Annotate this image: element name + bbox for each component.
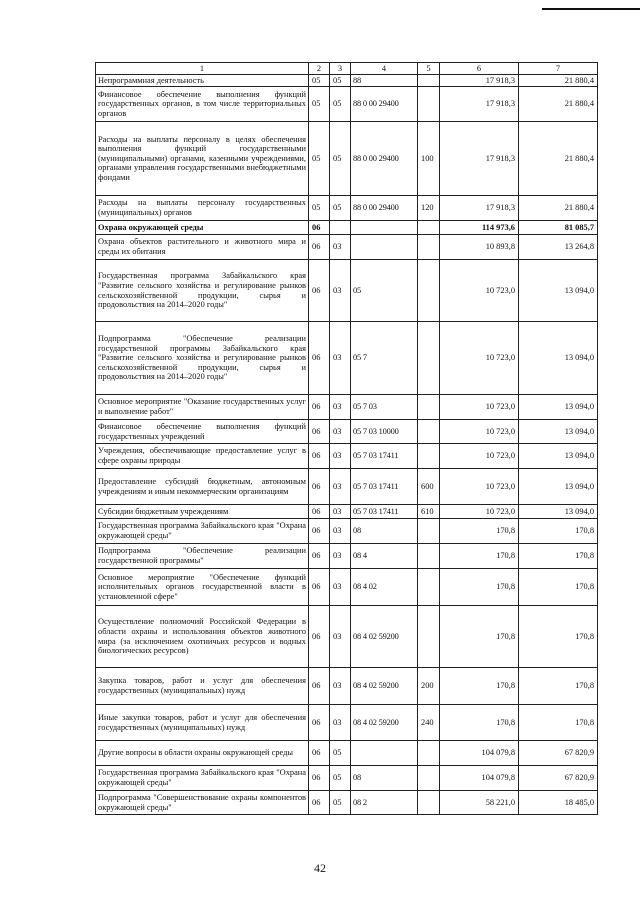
table-row — [96, 791, 598, 815]
table-row — [96, 544, 598, 569]
column-header: 5 — [418, 63, 440, 75]
line-item-name: Подпрограмма "Обеспечение реализации государственной программы Забайкальского края "Развитие сельского хозяйства и регулирование рынков сельскохозяйственной продукции, сырья и продовольствия на 2014–2020 годы" — [96, 322, 309, 395]
target-article-code: 05 7 03 — [351, 395, 418, 420]
expense-type-code — [418, 544, 440, 569]
amount-year-2: 67 820,9 — [519, 766, 598, 791]
amount-year-1: 170,8 — [440, 519, 519, 544]
target-article-code — [351, 221, 418, 235]
expense-type-code — [418, 235, 440, 260]
target-article-code: 08 — [351, 766, 418, 791]
target-article-code: 88 0 00 29400 — [351, 122, 418, 196]
subsection-code: 05 — [330, 741, 351, 766]
subsection-code: 05 — [330, 791, 351, 815]
target-article-code: 08 4 02 59200 — [351, 668, 418, 705]
subsection-code: 03 — [330, 606, 351, 668]
amount-year-1: 10 723,0 — [440, 444, 519, 469]
table-row — [96, 420, 598, 444]
subsection-code: 03 — [330, 395, 351, 420]
section-code: 05 — [309, 87, 330, 122]
expense-type-code — [418, 322, 440, 395]
amount-year-1: 170,8 — [440, 606, 519, 668]
subsection-code: 03 — [330, 519, 351, 544]
section-code: 06 — [309, 544, 330, 569]
subsection-code: 03 — [330, 668, 351, 705]
amount-year-2: 21 880,4 — [519, 196, 598, 221]
table-row — [96, 606, 598, 668]
amount-year-2: 170,8 — [519, 668, 598, 705]
subsection-code: 05 — [330, 766, 351, 791]
amount-year-1: 170,8 — [440, 569, 519, 606]
amount-year-2: 170,8 — [519, 606, 598, 668]
expense-type-code — [418, 395, 440, 420]
target-article-code: 88 0 00 29400 — [351, 196, 418, 221]
expense-type-code — [418, 420, 440, 444]
amount-year-2: 13 094,0 — [519, 420, 598, 444]
amount-year-2: 170,8 — [519, 569, 598, 606]
line-item-name: Иные закупки товаров, работ и услуг для обеспечения государственных (муниципальных) нужд — [96, 705, 309, 741]
column-header: 1 — [96, 63, 309, 75]
table-row — [96, 122, 598, 196]
table-row — [96, 668, 598, 705]
subsection-code: 05 — [330, 122, 351, 196]
target-article-code — [351, 235, 418, 260]
amount-year-1: 10 723,0 — [440, 260, 519, 322]
amount-year-2: 67 820,9 — [519, 741, 598, 766]
amount-year-2: 13 094,0 — [519, 444, 598, 469]
subsection-code: 03 — [330, 469, 351, 505]
table-row — [96, 505, 598, 519]
line-item-name: Основное мероприятие "Обеспечение функций исполнительных органов государственной власти в установленной сфере" — [96, 569, 309, 606]
table-row — [96, 444, 598, 469]
table-row — [96, 221, 598, 235]
subsection-code: 03 — [330, 569, 351, 606]
subsection-code: 03 — [330, 235, 351, 260]
amount-year-1: 10 723,0 — [440, 395, 519, 420]
amount-year-2: 18 485,0 — [519, 791, 598, 815]
table-row — [96, 235, 598, 260]
amount-year-2: 13 094,0 — [519, 505, 598, 519]
table-body — [96, 75, 598, 815]
section-code: 06 — [309, 444, 330, 469]
amount-year-2: 13 264,8 — [519, 235, 598, 260]
line-item-name: Учреждения, обеспечивающие предоставление услуг в сфере охраны природы — [96, 444, 309, 469]
section-code: 06 — [309, 221, 330, 235]
subsection-code: 05 — [330, 75, 351, 87]
target-article-code: 08 4 02 59200 — [351, 705, 418, 741]
line-item-name: Государственная программа Забайкальского края "Охрана окружающей среды" — [96, 766, 309, 791]
amount-year-2: 21 880,4 — [519, 122, 598, 196]
amount-year-1: 104 079,8 — [440, 741, 519, 766]
section-code: 05 — [309, 122, 330, 196]
expense-type-code — [418, 766, 440, 791]
line-item-name: Закупка товаров, работ и услуг для обеспечения государственных (муниципальных) нужд — [96, 668, 309, 705]
amount-year-2: 13 094,0 — [519, 322, 598, 395]
top-rule — [542, 8, 640, 10]
column-header: 3 — [330, 63, 351, 75]
expense-type-code — [418, 569, 440, 606]
expense-type-code — [418, 741, 440, 766]
amount-year-1: 114 973,6 — [440, 221, 519, 235]
amount-year-1: 104 079,8 — [440, 766, 519, 791]
target-article-code: 05 7 — [351, 322, 418, 395]
expense-type-code: 100 — [418, 122, 440, 196]
target-article-code — [351, 741, 418, 766]
table-row — [96, 87, 598, 122]
line-item-name: Другие вопросы в области охраны окружающей среды — [96, 741, 309, 766]
amount-year-1: 58 221,0 — [440, 791, 519, 815]
line-item-name: Подпрограмма "Совершенствование охраны компонентов окружающей среды" — [96, 791, 309, 815]
expense-type-code — [418, 606, 440, 668]
amount-year-1: 10 723,0 — [440, 322, 519, 395]
target-article-code: 05 7 03 10000 — [351, 420, 418, 444]
section-code: 06 — [309, 606, 330, 668]
section-code: 06 — [309, 791, 330, 815]
line-item-name: Предоставление субсидий бюджетным, автономным учреждениям и иным некоммерческим организациям — [96, 469, 309, 505]
page-number: 42 — [314, 861, 326, 875]
line-item-name: Непрограммная деятельность — [96, 75, 309, 87]
amount-year-1: 170,8 — [440, 668, 519, 705]
amount-year-1: 10 723,0 — [440, 469, 519, 505]
amount-year-1: 170,8 — [440, 705, 519, 741]
expense-type-code: 120 — [418, 196, 440, 221]
section-code: 06 — [309, 569, 330, 606]
amount-year-1: 10 723,0 — [440, 420, 519, 444]
subsection-code: 03 — [330, 420, 351, 444]
subsection-code: 03 — [330, 544, 351, 569]
line-item-name: Финансовое обеспечение выполнения функций государственных органов, в том числе территориальных органов — [96, 87, 309, 122]
column-header: 6 — [440, 63, 519, 75]
section-code: 06 — [309, 322, 330, 395]
table-row — [96, 395, 598, 420]
section-code: 06 — [309, 235, 330, 260]
line-item-name: Охрана окружающей среды — [96, 221, 309, 235]
section-code: 05 — [309, 75, 330, 87]
section-code: 06 — [309, 420, 330, 444]
line-item-name: Субсидии бюджетным учреждениям — [96, 505, 309, 519]
line-item-name: Государственная программа Забайкальского края "Охрана окружающей среды" — [96, 519, 309, 544]
line-item-name: Подпрограмма "Обеспечение реализации государственной программы" — [96, 544, 309, 569]
table-row — [96, 705, 598, 741]
table-row — [96, 322, 598, 395]
expense-type-code — [418, 260, 440, 322]
section-code: 06 — [309, 766, 330, 791]
amount-year-1: 17 918,3 — [440, 196, 519, 221]
amount-year-2: 170,8 — [519, 519, 598, 544]
target-article-code: 08 2 — [351, 791, 418, 815]
section-code: 06 — [309, 519, 330, 544]
expense-type-code — [418, 519, 440, 544]
subsection-code: 03 — [330, 444, 351, 469]
amount-year-1: 10 723,0 — [440, 505, 519, 519]
line-item-name: Осуществление полномочий Российской Федерации в области охраны и использования объектов животного мира (за исключением охотничьих ресурсов и водных биологических ресурсов) — [96, 606, 309, 668]
amount-year-2: 21 880,4 — [519, 75, 598, 87]
target-article-code: 08 — [351, 519, 418, 544]
subsection-code: 05 — [330, 196, 351, 221]
amount-year-2: 21 880,4 — [519, 87, 598, 122]
amount-year-1: 17 918,3 — [440, 122, 519, 196]
target-article-code: 08 4 — [351, 544, 418, 569]
subsection-code: 03 — [330, 705, 351, 741]
section-code: 06 — [309, 741, 330, 766]
expense-type-code: 610 — [418, 505, 440, 519]
amount-year-1: 17 918,3 — [440, 87, 519, 122]
amount-year-2: 81 085,7 — [519, 221, 598, 235]
target-article-code: 05 — [351, 260, 418, 322]
section-code: 06 — [309, 505, 330, 519]
table-row — [96, 260, 598, 322]
subsection-code: 05 — [330, 87, 351, 122]
target-article-code: 05 7 03 17411 — [351, 444, 418, 469]
section-code: 06 — [309, 260, 330, 322]
line-item-name: Расходы на выплаты персоналу в целях обеспечения выполнения функций государственными (муниципальными) органами, казенными учреждениями, органами управления государственными внебюджетными фондами — [96, 122, 309, 196]
section-code: 06 — [309, 705, 330, 741]
section-code: 05 — [309, 196, 330, 221]
amount-year-1: 170,8 — [440, 544, 519, 569]
amount-year-1: 10 893,8 — [440, 235, 519, 260]
subsection-code: 03 — [330, 322, 351, 395]
line-item-name: Охрана объектов растительного и животного мира и среды их обитания — [96, 235, 309, 260]
amount-year-2: 13 094,0 — [519, 469, 598, 505]
amount-year-2: 170,8 — [519, 705, 598, 741]
subsection-code: 03 — [330, 505, 351, 519]
target-article-code: 88 — [351, 75, 418, 87]
line-item-name: Основное мероприятие "Оказание государственных услуг и выполнение работ" — [96, 395, 309, 420]
expense-type-code: 240 — [418, 705, 440, 741]
target-article-code: 08 4 02 59200 — [351, 606, 418, 668]
target-article-code: 88 0 00 29400 — [351, 87, 418, 122]
subsection-code: 03 — [330, 260, 351, 322]
header-row — [96, 63, 598, 75]
amount-year-1: 17 918,3 — [440, 75, 519, 87]
budget-table — [95, 62, 598, 815]
line-item-name: Расходы на выплаты персоналу государственных (муниципальных) органов — [96, 196, 309, 221]
line-item-name: Финансовое обеспечение выполнения функций государственных учреждений — [96, 420, 309, 444]
table-row — [96, 519, 598, 544]
amount-year-2: 170,8 — [519, 544, 598, 569]
expense-type-code — [418, 791, 440, 815]
section-code: 06 — [309, 668, 330, 705]
expense-type-code — [418, 87, 440, 122]
section-code: 06 — [309, 395, 330, 420]
amount-year-2: 13 094,0 — [519, 260, 598, 322]
table-row — [96, 75, 598, 87]
column-header: 2 — [309, 63, 330, 75]
column-header: 7 — [519, 63, 598, 75]
subsection-code — [330, 221, 351, 235]
section-code: 06 — [309, 469, 330, 505]
expense-type-code: 600 — [418, 469, 440, 505]
table-row — [96, 766, 598, 791]
expense-type-code — [418, 221, 440, 235]
target-article-code: 08 4 02 — [351, 569, 418, 606]
line-item-name: Государственная программа Забайкальского края "Развитие сельского хозяйства и регулирование рынков сельскохозяйственной продукции, сырья и продовольствия на 2014–2020 годы" — [96, 260, 309, 322]
table-row — [96, 741, 598, 766]
target-article-code: 05 7 03 17411 — [351, 469, 418, 505]
expense-type-code: 200 — [418, 668, 440, 705]
table-row — [96, 569, 598, 606]
table-row — [96, 469, 598, 505]
expense-type-code — [418, 444, 440, 469]
column-header: 4 — [351, 63, 418, 75]
table-row — [96, 196, 598, 221]
amount-year-2: 13 094,0 — [519, 395, 598, 420]
target-article-code: 05 7 03 17411 — [351, 505, 418, 519]
expense-type-code — [418, 75, 440, 87]
